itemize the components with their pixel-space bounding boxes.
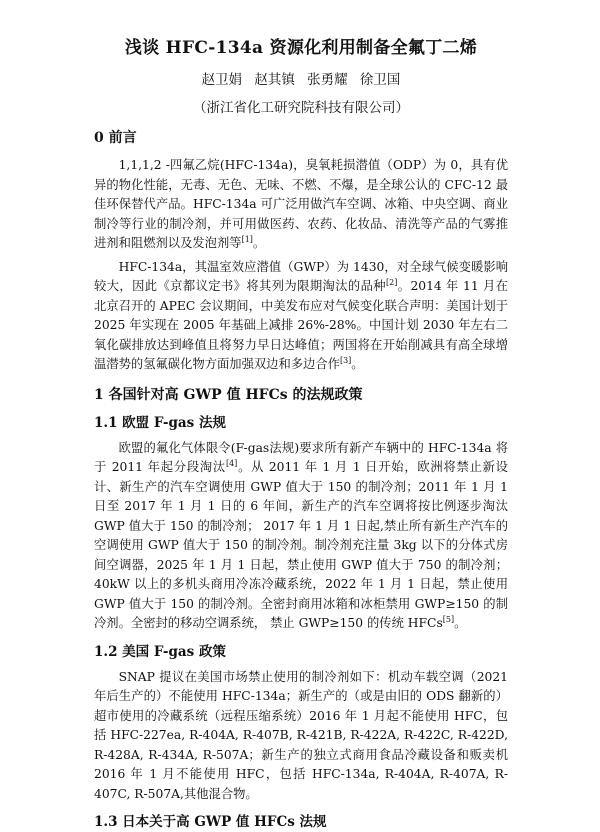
section-heading-1: 1 各国针对高 GWP 值 HFCs 的法规政策 [94,386,363,403]
subsection-heading-1-3: 1.3 日本关于高 GWP 值 HFCs 法规 [94,814,327,830]
section-heading-preface: 0 前言 [94,130,137,146]
paragraph-preface-1: 1,1,1,2 -四氟乙烷(HFC-134a)，臭氧耗损潜值（ODP）为 0，具有优异的物化性能，无毒、无色、无味、不燃、不爆，是全球公认的 CFC-12 最佳环保替代产品。HFC-134a 可广泛用做汽车空调、冰箱、中央空调、商业制冷等行业的制冷剂，并可用做医药、农药、化妆品、清洗等产品的气雾推进剂和阻燃剂以及发泡剂等[1]。 [94,158,508,250]
paragraph-us-fgas: SNAP 提议在美国市场禁止使用的制冷剂如下：机动车载空调（2021 年后生产的）不能使用 HFC-134a；新生产的（或是由旧的 ODS 翻新的）超市使用的冷藏系统（远程压缩系统）2016 年 1 月起不能使用 HFC，包括 HFC-227ea, R-404A, R-407B, R-421B, R-422A, R-422C, R-422D, R-428A, R-434A, R-507A；新生产的独立式商用食品冷藏设备和贩卖机 2016 年 1 月不能使用 HFC，包括 HFC-134a, R-404A, R-407A, R-407C, R-507A,其他混合物。 [94,669,508,801]
citation-5: [5] [442,614,455,624]
citation-3: [3] [339,355,352,365]
subsection-heading-1-1: 1.1 欧盟 F-gas 法规 [94,414,226,431]
citation-4: [4] [225,458,238,468]
paragraph-eu-fgas: 欧盟的氟化气体限令(F-gas法规)要求所有新产车辆中的 HFC-134a 将于 2011 年起分段淘汰[4]。从 2011 年 1 月 1 日开始，欧洲将禁止新设计、新生产的汽车空调使用 GWP 值大于 150 的制冷剂；2011 年 1 月 1 日至 2017 年 1 月 1 日的 6 年间，新生产的汽车空调将按比例逐步淘汰 GWP 值大于 150 的制冷剂； 2017 年 1 月 1 日起,禁止所有新生产汽车的空调使用 GWP 值大于 150 的制冷剂。制冷剂充注量 3kg 以下的分体式房间空调器，2025 年 1 月 1 日起，禁止使用 GWP 值大于 750 的制冷剂；40kW 以上的多机头商用冷冻冷藏系统，2022 年 1 月 1 日起，禁止使用 GWP 值大于 150 的制冷剂。全密封商用冰箱和冰柜禁用 GWP≥150 的制冷剂。全密封的移动空调系统， 禁止 GWP≥150 的传统 HFCs[5]。 [94,440,508,630]
paper-title: 浅谈 HFC-134a 资源化利用制备全氟丁二烯 [124,38,478,58]
author-list: 赵卫娟 赵其镇 张勇耀 徐卫国 [201,72,401,88]
citation-2: [2] [386,277,398,287]
subsection-heading-1-2: 1.2 美国 F-gas 政策 [94,643,226,660]
paragraph-preface-2: HFC-134a，其温室效应潜值（GWP）为 1430，对全球气候变暖影响较大，因此《京都议定书》将其列为限期淘汰的品种[2]。2014 年 11 月在北京召开的 APEC 会议期间，中美发布应对气候变化联合声明：美国计划于 2025 年实现在 2005 年基础上减排 26%-28%。中国计划 2030 年左右二氧化碳排放达到峰值且将努力早日达峰值；两国将在开始削减具有高全球增温潜势的氢氟碳化物方面加强双边和多边合作[3]。 [94,259,508,371]
citation-1: [1] [241,234,253,244]
affiliation: （浙江省化工研究院科技有限公司） [193,100,409,116]
